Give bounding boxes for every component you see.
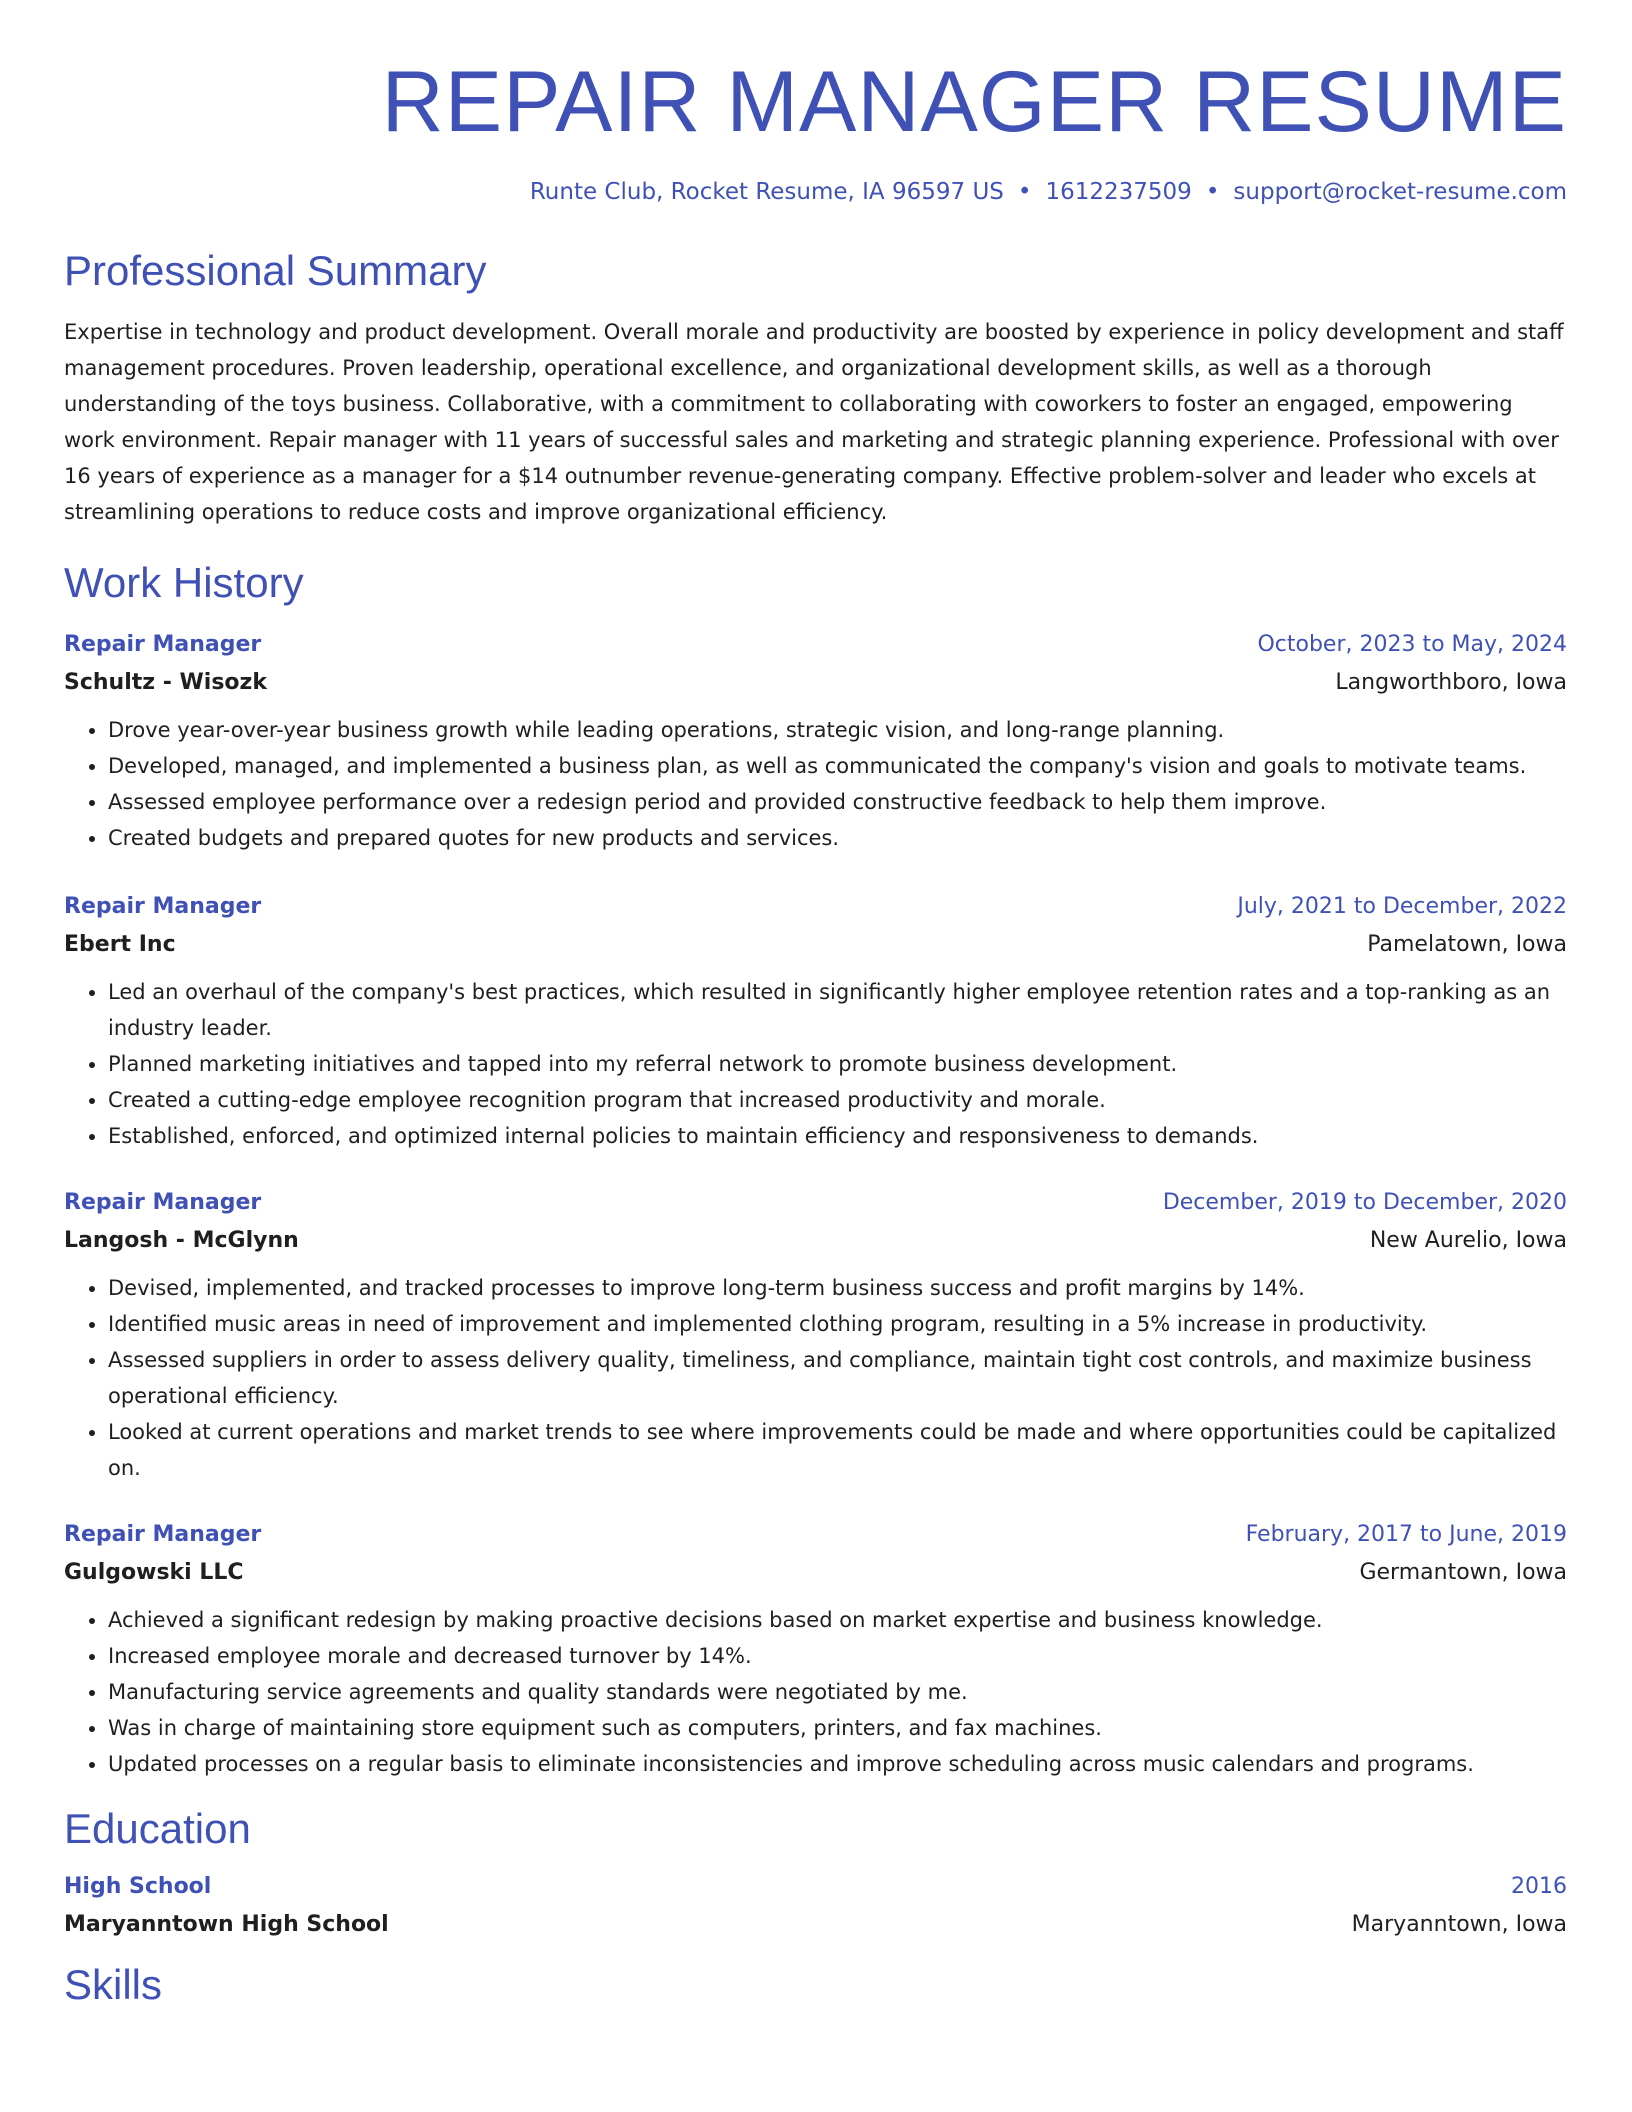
job-bullets xyxy=(64,1270,1567,1486)
job-bullet: • Led an overhaul of the company's best practices, which resulted in significantly higher employee retention rates and a top-ranking as an industry leader. xyxy=(108,974,1567,1046)
job-entry xyxy=(64,626,1567,856)
job-dates: December, 2019 to December, 2020 xyxy=(1162,1190,1567,1215)
job-dates: October, 2023 to May, 2024 xyxy=(1257,632,1567,657)
education-year: 2016 xyxy=(1511,1874,1567,1899)
job-bullet: • Updated processes on a regular basis to eliminate inconsistencies and improve scheduling across music calendars and programs. xyxy=(108,1746,1567,1782)
job-bullet: • Assessed suppliers in order to assess delivery quality, timeliness, and compliance, maintain tight cost controls, and maximize business operational efficiency. xyxy=(108,1342,1567,1414)
job-company-row xyxy=(64,926,1567,964)
job-dates: February, 2017 to June, 2019 xyxy=(1245,1522,1567,1547)
summary-heading: Professional Summary xyxy=(64,247,487,294)
job-header-row xyxy=(64,626,1567,664)
job-company-row xyxy=(64,664,1567,702)
job-bullet: • Looked at current operations and market trends to see where improvements could be made and where opportunities could be capitalized on. xyxy=(108,1414,1567,1486)
job-entry xyxy=(64,888,1567,1154)
skills-heading: Skills xyxy=(64,1961,163,2008)
job-header-row xyxy=(64,1184,1567,1222)
job-bullet: • Planned marketing initiatives and tapped into my referral network to promote business development. xyxy=(108,1046,1567,1082)
job-bullet: • Established, enforced, and optimized internal policies to maintain efficiency and responsiveness to demands. xyxy=(108,1118,1567,1154)
job-company: Ebert Inc xyxy=(64,932,176,957)
job-bullet: • Developed, managed, and implemented a business plan, as well as communicated the company's vision and goals to motivate teams. xyxy=(108,748,1567,784)
job-location: New Aurelio, Iowa xyxy=(1369,1228,1567,1253)
job-title: Repair Manager xyxy=(64,632,262,657)
job-company: Schultz - Wisozk xyxy=(64,670,267,695)
contact-separator: • xyxy=(1017,179,1032,205)
job-dates: July, 2021 to December, 2022 xyxy=(1237,894,1567,919)
education-location: Maryanntown, Iowa xyxy=(1351,1912,1567,1937)
job-title: Repair Manager xyxy=(64,894,262,919)
job-company-row xyxy=(64,1554,1567,1592)
job-entry xyxy=(64,1516,1567,1782)
education-degree: High School xyxy=(64,1874,212,1899)
job-title: Repair Manager xyxy=(64,1190,262,1215)
job-bullet: • Achieved a significant redesign by making proactive decisions based on market expertise and business knowledge. xyxy=(108,1602,1567,1638)
job-bullets xyxy=(64,712,1567,856)
education-entry xyxy=(64,1868,1567,1944)
job-company: Gulgowski LLC xyxy=(64,1560,244,1585)
job-header-row xyxy=(64,888,1567,926)
job-location: Langworthboro, Iowa xyxy=(1335,670,1567,695)
job-location: Germantown, Iowa xyxy=(1359,1560,1567,1585)
contact-line xyxy=(64,174,1567,210)
job-company: Langosh - McGlynn xyxy=(64,1228,299,1253)
job-bullet: • Identified music areas in need of improvement and implemented clothing program, resulting in a 5% increase in productivity. xyxy=(108,1306,1567,1342)
contact-phone: 1612237509 xyxy=(1045,179,1192,205)
job-bullet: • Increased employee morale and decreased turnover by 14%. xyxy=(108,1638,1567,1674)
job-bullets xyxy=(64,974,1567,1154)
job-location: Pamelatown, Iowa xyxy=(1367,932,1567,957)
job-bullet: • Created a cutting-edge employee recognition program that increased productivity and morale. xyxy=(108,1082,1567,1118)
job-title: Repair Manager xyxy=(64,1522,262,1547)
job-company-row xyxy=(64,1222,1567,1260)
job-bullet: • Was in charge of maintaining store equipment such as computers, printers, and fax machines. xyxy=(108,1710,1567,1746)
education-header-row xyxy=(64,1868,1567,1906)
job-bullets xyxy=(64,1602,1567,1782)
job-bullet: • Devised, implemented, and tracked processes to improve long-term business success and profit margins by 14%. xyxy=(108,1270,1567,1306)
job-entry xyxy=(64,1184,1567,1486)
education-school: Maryanntown High School xyxy=(64,1912,389,1937)
job-header-row xyxy=(64,1516,1567,1554)
job-bullet: • Manufacturing service agreements and quality standards were negotiated by me. xyxy=(108,1674,1567,1710)
education-heading: Education xyxy=(64,1805,251,1852)
job-bullet: • Assessed employee performance over a redesign period and provided constructive feedback to help them improve. xyxy=(108,784,1567,820)
summary-text: Expertise in technology and product development. Overall morale and productivity are boosted by experience in policy development and staff management procedures. Proven leadership, operational excellence, and organizational development skills, as well as a thorough understanding of the toys business. Collaborative, with a commitment to collaborating with coworkers to foster an engaged, empowering work environment. Repair manager with 11 years of successful sales and marketing and strategic planning experience. Professional with over 16 years of experience as a manager for a $14 outnumber revenue-generating company. Effective problem-solver and leader who excels at streamlining operations to reduce costs and improve organizational efficiency. xyxy=(64,320,1564,524)
education-school-row xyxy=(64,1906,1567,1944)
contact-separator: • xyxy=(1205,179,1220,205)
job-bullet: • Drove year-over-year business growth while leading operations, strategic vision, and long-range planning. xyxy=(108,712,1567,748)
work-history-heading: Work History xyxy=(64,559,304,606)
resume-title: REPAIR MANAGER RESUME xyxy=(381,54,1567,150)
contact-email[interactable]: support@rocket-resume.com xyxy=(1233,179,1567,205)
job-bullet: • Created budgets and prepared quotes for new products and services. xyxy=(108,820,1567,856)
contact-address: Runte Club, Rocket Resume, IA 96597 US xyxy=(529,179,1004,205)
